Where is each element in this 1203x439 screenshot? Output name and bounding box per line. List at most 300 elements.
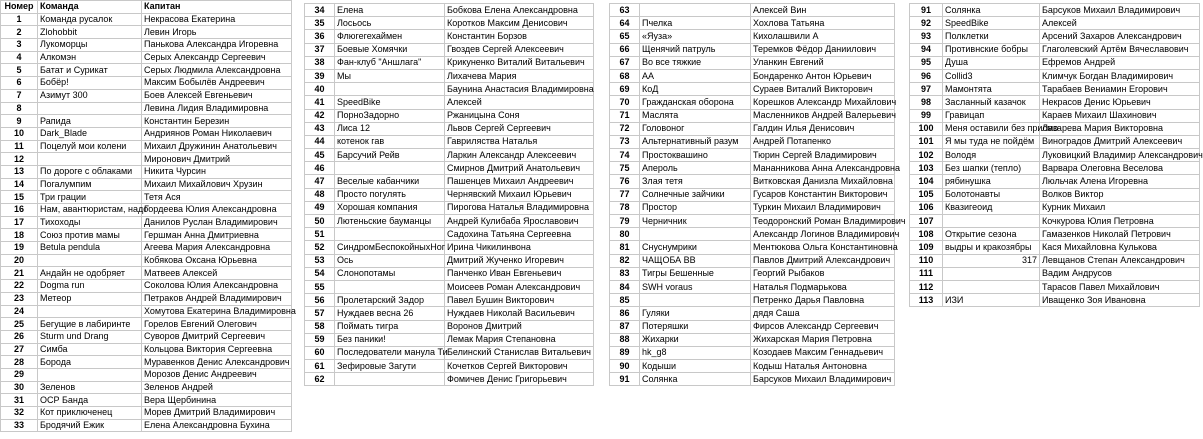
team-name[interactable]: Апероль xyxy=(640,162,751,175)
captain-name[interactable]: Козодаев Максим Геннадьевич xyxy=(751,346,895,359)
team-number[interactable]: 18 xyxy=(1,229,38,242)
team-name[interactable]: Метеор xyxy=(38,292,142,305)
captain-name[interactable]: Миронович Дмитрий xyxy=(142,153,292,166)
captain-name[interactable]: Гордеева Юлия Александровна xyxy=(142,204,292,217)
team-number[interactable]: 35 xyxy=(305,17,335,30)
team-name[interactable]: Володя xyxy=(943,149,1040,162)
team-number[interactable]: 110 xyxy=(910,254,943,267)
team-number[interactable]: 111 xyxy=(910,267,943,280)
team-name[interactable]: SWH voraus xyxy=(640,280,751,293)
captain-name[interactable]: Смирнов Дмитрий Анатольевич xyxy=(445,162,594,175)
team-number[interactable]: 46 xyxy=(305,162,335,175)
captain-name[interactable]: Ирина Чикилинвона xyxy=(445,241,594,254)
captain-name[interactable]: Кася Михайловна Кулькова xyxy=(1040,241,1200,254)
team-number[interactable]: 83 xyxy=(610,267,640,280)
team-number[interactable]: 44 xyxy=(305,135,335,148)
team-number[interactable]: 65 xyxy=(610,30,640,43)
team-name[interactable]: Гуляки xyxy=(640,307,751,320)
captain-name[interactable]: Максим Бобылёв Андреевич xyxy=(142,77,292,90)
captain-name[interactable]: Некрасова Екатерина xyxy=(142,13,292,26)
team-name[interactable] xyxy=(640,294,751,307)
team-number[interactable]: 91 xyxy=(610,373,640,386)
team-name[interactable]: Пролетарский Задор xyxy=(335,294,445,307)
team-name[interactable]: Поймать тигра xyxy=(335,320,445,333)
team-number[interactable]: 31 xyxy=(1,394,38,407)
team-number[interactable]: 105 xyxy=(910,188,943,201)
captain-name[interactable]: Морозов Денис Андреевич xyxy=(142,368,292,381)
team-name[interactable]: Меня оставили без присмо xyxy=(943,122,1040,135)
captain-name[interactable]: Лемак Мария Степановна xyxy=(445,333,594,346)
team-name[interactable]: Zlohobbit xyxy=(38,26,142,39)
team-number[interactable]: 15 xyxy=(1,191,38,204)
captain-name[interactable]: Серых Людмила Александровна xyxy=(142,64,292,77)
captain-name[interactable]: Кочетков Сергей Викторович xyxy=(445,360,594,373)
captain-name[interactable]: Ларкин Александр Алексеевич xyxy=(445,149,594,162)
team-number[interactable]: 54 xyxy=(305,267,335,280)
captain-name[interactable]: Курник Михаил xyxy=(1040,201,1200,214)
team-number[interactable]: 17 xyxy=(1,216,38,229)
team-number[interactable]: 79 xyxy=(610,215,640,228)
team-name[interactable] xyxy=(943,267,1040,280)
captain-name[interactable]: Теремков Фёдор Даниилович xyxy=(751,43,895,56)
team-number[interactable]: 45 xyxy=(305,149,335,162)
team-number[interactable]: 108 xyxy=(910,228,943,241)
team-number[interactable]: 3 xyxy=(1,39,38,52)
team-number[interactable]: 72 xyxy=(610,122,640,135)
team-name[interactable]: Бегущие в лабиринте xyxy=(38,318,142,331)
captain-name[interactable]: Матвеев Алексей xyxy=(142,267,292,280)
team-name[interactable]: Поцелуй мои колени xyxy=(38,140,142,153)
captain-name[interactable]: Львов Сергей Сергеевич xyxy=(445,122,594,135)
team-number[interactable]: 13 xyxy=(1,165,38,178)
team-number[interactable]: 91 xyxy=(910,4,943,17)
team-name[interactable] xyxy=(640,228,751,241)
team-name[interactable]: Нуждаев весна 26 xyxy=(335,307,445,320)
captain-name[interactable]: Хомутова Екатерина Владимировна xyxy=(142,305,292,318)
team-name[interactable] xyxy=(943,280,1040,293)
team-number[interactable]: 53 xyxy=(305,254,335,267)
team-name[interactable]: Ось xyxy=(335,254,445,267)
team-number[interactable]: 49 xyxy=(305,201,335,214)
captain-name[interactable]: Гамазенков Николай Петрович xyxy=(1040,228,1200,241)
team-name[interactable]: Открытие сезона xyxy=(943,228,1040,241)
team-name[interactable]: КоД xyxy=(640,83,751,96)
team-name[interactable]: Бродячий Ежик xyxy=(38,419,142,432)
captain-name[interactable]: Некрасов Денис Юрьевич xyxy=(1040,96,1200,109)
team-name[interactable]: Бобёр! xyxy=(38,77,142,90)
captain-name[interactable]: Тарабаев Вениамин Егорович xyxy=(1040,83,1200,96)
team-name[interactable] xyxy=(943,215,1040,228)
team-number[interactable]: 80 xyxy=(610,228,640,241)
team-number[interactable]: 4 xyxy=(1,51,38,64)
team-number[interactable]: 95 xyxy=(910,56,943,69)
captain-name[interactable]: Лазарева Мария Викторовна xyxy=(1040,122,1200,135)
team-number[interactable]: 94 xyxy=(910,43,943,56)
captain-name[interactable]: Волков Виктор xyxy=(1040,188,1200,201)
team-number[interactable]: 102 xyxy=(910,149,943,162)
team-name[interactable]: Dogma run xyxy=(38,280,142,293)
team-name[interactable]: Я мы туда не пойдём xyxy=(943,135,1040,148)
team-name[interactable]: Во все тяжкие xyxy=(640,56,751,69)
team-number[interactable]: 20 xyxy=(1,254,38,267)
header-team[interactable]: Команда xyxy=(38,1,142,14)
team-number[interactable]: 5 xyxy=(1,64,38,77)
team-name[interactable] xyxy=(335,280,445,293)
team-number[interactable]: 74 xyxy=(610,149,640,162)
team-number[interactable]: 51 xyxy=(305,228,335,241)
team-name[interactable]: Солнечные зайчики xyxy=(640,188,751,201)
captain-name[interactable]: Павел Бушин Викторович xyxy=(445,294,594,307)
team-number[interactable]: 109 xyxy=(910,241,943,254)
captain-name[interactable]: Коротков Максим Денисович xyxy=(445,17,594,30)
captain-name[interactable]: Садохина Татьяна Сергеевна xyxy=(445,228,594,241)
team-number[interactable]: 19 xyxy=(1,242,38,255)
team-name[interactable]: ПорноЗадорно xyxy=(335,109,445,122)
team-number[interactable]: 93 xyxy=(910,30,943,43)
team-name[interactable]: Борода xyxy=(38,356,142,369)
captain-name[interactable]: Пирогова Наталья Владимировна xyxy=(445,201,594,214)
team-number[interactable]: 106 xyxy=(910,201,943,214)
captain-name[interactable]: дядя Саша xyxy=(751,307,895,320)
team-name[interactable]: Фан-клуб "Аншлага" xyxy=(335,56,445,69)
team-number[interactable]: 96 xyxy=(910,69,943,82)
team-number[interactable]: 11 xyxy=(1,140,38,153)
team-number[interactable]: 48 xyxy=(305,188,335,201)
team-number[interactable]: 61 xyxy=(305,360,335,373)
captain-name[interactable]: Жихарская Мария Петровна xyxy=(751,333,895,346)
team-number[interactable]: 34 xyxy=(305,4,335,17)
team-number[interactable]: 38 xyxy=(305,56,335,69)
captain-name[interactable]: Вера Щербинина xyxy=(142,394,292,407)
team-number[interactable]: 39 xyxy=(305,69,335,82)
team-name[interactable]: Полклетки xyxy=(943,30,1040,43)
captain-name[interactable]: Моисеев Роман Александрович xyxy=(445,280,594,293)
team-number[interactable]: 82 xyxy=(610,254,640,267)
captain-name[interactable]: Барсуков Михаил Владимирович xyxy=(1040,4,1200,17)
team-number[interactable]: 67 xyxy=(610,56,640,69)
team-number[interactable]: 86 xyxy=(610,307,640,320)
team-name[interactable] xyxy=(335,162,445,175)
captain-name[interactable]: Гершман Анна Дмитриевна xyxy=(142,229,292,242)
team-name[interactable]: Мы xyxy=(335,69,445,82)
captain-name[interactable]: Панченко Иван Евгеньевич xyxy=(445,267,594,280)
captain-name[interactable]: Тетя Ася xyxy=(142,191,292,204)
team-number[interactable]: 103 xyxy=(910,162,943,175)
team-name[interactable] xyxy=(38,368,142,381)
captain-name[interactable]: Алексей xyxy=(445,96,594,109)
team-name[interactable]: Боевые Хомячки xyxy=(335,43,445,56)
captain-name[interactable]: Воронов Дмитрий xyxy=(445,320,594,333)
captain-name[interactable]: Нуждаев Николай Васильевич xyxy=(445,307,594,320)
captain-name[interactable]: Данилов Руслан Владимирович xyxy=(142,216,292,229)
team-name[interactable]: Простоквашино xyxy=(640,149,751,162)
captain-name[interactable]: Арсений Захаров Александрович xyxy=(1040,30,1200,43)
team-name[interactable]: Кот приключенец xyxy=(38,407,142,420)
team-name[interactable]: Солянка xyxy=(640,373,751,386)
captain-name[interactable]: Караев Михаил Шахинович xyxy=(1040,109,1200,122)
team-number[interactable]: 40 xyxy=(305,83,335,96)
team-number[interactable]: 23 xyxy=(1,292,38,305)
captain-name[interactable]: Баунина Анастасия Владимировна xyxy=(445,83,594,96)
team-number[interactable]: 55 xyxy=(305,280,335,293)
team-number[interactable]: 58 xyxy=(305,320,335,333)
team-name[interactable]: Кодыши xyxy=(640,360,751,373)
team-name[interactable]: ОСР Банда xyxy=(38,394,142,407)
team-name[interactable]: Мамонтята xyxy=(943,83,1040,96)
header-number[interactable]: Номер xyxy=(1,1,38,14)
captain-name[interactable]: Никита Чурсин xyxy=(142,165,292,178)
team-number[interactable]: 112 xyxy=(910,280,943,293)
team-number[interactable]: 60 xyxy=(305,346,335,359)
team-name[interactable]: Команда русалок xyxy=(38,13,142,26)
captain-name[interactable]: Мананникова Анна Александровна xyxy=(751,162,895,175)
team-name[interactable] xyxy=(38,102,142,115)
team-name[interactable]: SpeedBike xyxy=(335,96,445,109)
team-name[interactable]: Последователи манула Ти xyxy=(335,346,445,359)
captain-name[interactable]: Фомичев Денис Григорьевич xyxy=(445,373,594,386)
captain-name[interactable]: Левщанов Степан Александрович xyxy=(1040,254,1200,267)
team-name[interactable]: SpeedBike xyxy=(943,17,1040,30)
team-name[interactable]: Тихоходы xyxy=(38,216,142,229)
captain-name[interactable]: Горелов Евгений Олегович xyxy=(142,318,292,331)
captain-name[interactable]: Иващенко Зоя Ивановна xyxy=(1040,294,1200,307)
captain-name[interactable]: Петраков Андрей Владимирович xyxy=(142,292,292,305)
captain-name[interactable]: Ефремов Андрей xyxy=(1040,56,1200,69)
team-name[interactable]: ЧАЩОБА ВВ xyxy=(640,254,751,267)
team-number[interactable]: 27 xyxy=(1,343,38,356)
team-number[interactable]: 107 xyxy=(910,215,943,228)
team-name[interactable]: Щенячий патруль xyxy=(640,43,751,56)
team-name[interactable]: Рапида xyxy=(38,115,142,128)
team-name[interactable]: Лосьось xyxy=(335,17,445,30)
captain-name[interactable]: Кобякова Оксана Юрьевна xyxy=(142,254,292,267)
team-name[interactable] xyxy=(38,153,142,166)
team-name[interactable]: Без паники! xyxy=(335,333,445,346)
team-name[interactable]: Квазигеоид xyxy=(943,201,1040,214)
team-number[interactable]: 32 xyxy=(1,407,38,420)
team-name[interactable]: Батат и Сурикат xyxy=(38,64,142,77)
team-name[interactable] xyxy=(335,228,445,241)
team-name[interactable]: Гравицап xyxy=(943,109,1040,122)
team-name[interactable]: Веселые кабанчики xyxy=(335,175,445,188)
captain-name[interactable]: Андрей Кулибаба Ярославович xyxy=(445,215,594,228)
team-name[interactable]: Погалумпим xyxy=(38,178,142,191)
captain-name[interactable]: Елена Александровна Бухина xyxy=(142,419,292,432)
captain-name[interactable]: Хохлова Татьяна xyxy=(751,17,895,30)
captain-name[interactable]: Муравенков Денис Александрович xyxy=(142,356,292,369)
team-number[interactable]: 59 xyxy=(305,333,335,346)
team-name[interactable]: Головоног xyxy=(640,122,751,135)
team-name[interactable]: котенок гав xyxy=(335,135,445,148)
captain-name[interactable]: Барсуков Михаил Владимирович xyxy=(751,373,895,386)
team-name[interactable]: Душа xyxy=(943,56,1040,69)
captain-name[interactable]: Суворов Дмитрий Сергеевич xyxy=(142,330,292,343)
team-number[interactable]: 6 xyxy=(1,77,38,90)
captain-name[interactable]: Люльчак Алена Игоревна xyxy=(1040,175,1200,188)
team-number[interactable]: 73 xyxy=(610,135,640,148)
team-number[interactable]: 41 xyxy=(305,96,335,109)
captain-name[interactable]: Варвара Олеговна Веселова xyxy=(1040,162,1200,175)
team-name[interactable]: Зефировые Загути xyxy=(335,360,445,373)
team-number[interactable]: 69 xyxy=(610,83,640,96)
team-name[interactable]: Просто погулять xyxy=(335,188,445,201)
captain-name[interactable]: Витковская Данизла Михайловна xyxy=(751,175,895,188)
team-number[interactable]: 64 xyxy=(610,17,640,30)
team-number[interactable]: 71 xyxy=(610,109,640,122)
team-number[interactable]: 85 xyxy=(610,294,640,307)
captain-name[interactable]: Бондаренко Антон Юрьевич xyxy=(751,69,895,82)
team-name[interactable]: Sturm und Drang xyxy=(38,330,142,343)
team-name[interactable]: АА xyxy=(640,69,751,82)
team-name[interactable]: Черничник xyxy=(640,215,751,228)
team-name[interactable]: Без шапки (тепло) xyxy=(943,162,1040,175)
team-number[interactable]: 77 xyxy=(610,188,640,201)
captain-name[interactable]: Луковицкий Владимир Александрович xyxy=(1040,149,1200,162)
captain-name[interactable]: Тюрин Сергей Владимирович xyxy=(751,149,895,162)
captain-name[interactable]: Александр Логинов Владимирович xyxy=(751,228,895,241)
team-name[interactable]: Нам, авантюристам, надо xyxy=(38,204,142,217)
team-number[interactable]: 33 xyxy=(1,419,38,432)
team-name[interactable]: Гражданская оборона xyxy=(640,96,751,109)
team-number[interactable]: 99 xyxy=(910,109,943,122)
captain-name[interactable]: Чернявский Михаил Юрьевич xyxy=(445,188,594,201)
captain-name[interactable]: Петренко Дарья Павловна xyxy=(751,294,895,307)
team-number[interactable]: 7 xyxy=(1,89,38,102)
captain-name[interactable]: Бобкова Елена Александровна xyxy=(445,4,594,17)
team-number[interactable]: 98 xyxy=(910,96,943,109)
captain-name[interactable]: Боев Алексей Евгеньевич xyxy=(142,89,292,102)
captain-name[interactable]: Корешков Александр Михайлович xyxy=(751,96,895,109)
team-name[interactable]: Пчелка xyxy=(640,17,751,30)
captain-name[interactable]: Серых Александр Сергеевич xyxy=(142,51,292,64)
team-number[interactable]: 68 xyxy=(610,69,640,82)
team-name[interactable]: «Яуза» xyxy=(640,30,751,43)
team-name[interactable]: Болотонавты xyxy=(943,188,1040,201)
captain-name[interactable]: Гавриляства Наталья xyxy=(445,135,594,148)
team-name[interactable]: По дороге с облаками xyxy=(38,165,142,178)
team-number[interactable]: 30 xyxy=(1,381,38,394)
captain-name[interactable]: Михаил Михайлович Хрузин xyxy=(142,178,292,191)
team-number[interactable]: 25 xyxy=(1,318,38,331)
team-number[interactable]: 100 xyxy=(910,122,943,135)
team-number[interactable]: 89 xyxy=(610,346,640,359)
captain-name[interactable]: Михаил Дружинин Анатольевич xyxy=(142,140,292,153)
header-captain[interactable]: Капитан xyxy=(142,1,292,14)
team-name[interactable]: Слонопотамы xyxy=(335,267,445,280)
captain-name[interactable]: Вадим Андрусов xyxy=(1040,267,1200,280)
team-number[interactable]: 97 xyxy=(910,83,943,96)
team-number[interactable]: 101 xyxy=(910,135,943,148)
team-name[interactable]: Андайн не одобряет xyxy=(38,267,142,280)
team-name[interactable]: Betula pendula xyxy=(38,242,142,255)
team-name[interactable]: Союз против мамы xyxy=(38,229,142,242)
captain-name[interactable]: Туркин Михаил Владимирович xyxy=(751,201,895,214)
captain-name[interactable]: Лихачева Мария xyxy=(445,69,594,82)
team-name[interactable]: Потеряшки xyxy=(640,320,751,333)
team-number[interactable]: 8 xyxy=(1,102,38,115)
team-name[interactable]: Лиса 12 xyxy=(335,122,445,135)
team-name[interactable]: выдры и кракозябры xyxy=(943,241,1040,254)
captain-name[interactable]: Павлов Дмитрий Александрович xyxy=(751,254,895,267)
team-name[interactable]: Противнские бобры xyxy=(943,43,1040,56)
captain-name[interactable]: Наталья Подмарькова xyxy=(751,280,895,293)
team-number[interactable]: 42 xyxy=(305,109,335,122)
team-name[interactable]: Лукоморцы xyxy=(38,39,142,52)
team-number[interactable]: 88 xyxy=(610,333,640,346)
captain-name[interactable]: Теодоронский Роман Владимирович xyxy=(751,215,895,228)
team-name[interactable]: СиндромБеспокойныхНог xyxy=(335,241,445,254)
team-number[interactable]: 2 xyxy=(1,26,38,39)
captain-name[interactable]: Ментюкова Ольга Константиновна xyxy=(751,241,895,254)
team-number[interactable]: 113 xyxy=(910,294,943,307)
captain-name[interactable]: Панькова Александра Игоревна xyxy=(142,39,292,52)
team-number[interactable]: 43 xyxy=(305,122,335,135)
captain-name[interactable]: Алексей Вин xyxy=(751,4,895,17)
team-number[interactable]: 104 xyxy=(910,175,943,188)
captain-name[interactable]: Кочкурова Юлия Петровна xyxy=(1040,215,1200,228)
captain-name[interactable]: Георгий Рыбаков xyxy=(751,267,895,280)
captain-name[interactable]: Гвоздев Сергей Алексеевич xyxy=(445,43,594,56)
team-number[interactable]: 21 xyxy=(1,267,38,280)
team-name[interactable]: Елена xyxy=(335,4,445,17)
team-name[interactable]: Маслята xyxy=(640,109,751,122)
team-number[interactable]: 16 xyxy=(1,204,38,217)
team-name[interactable]: Лютеньские бауманцы xyxy=(335,215,445,228)
team-number[interactable]: 63 xyxy=(610,4,640,17)
team-name[interactable]: рябинушка xyxy=(943,175,1040,188)
team-number[interactable]: 84 xyxy=(610,280,640,293)
captain-name[interactable]: Глаголевский Артём Вячеславович xyxy=(1040,43,1200,56)
team-name[interactable]: Зеленов xyxy=(38,381,142,394)
captain-name[interactable]: Фирсов Александр Сергеевич xyxy=(751,320,895,333)
team-name[interactable]: Алкомэн xyxy=(38,51,142,64)
captain-name[interactable]: Климчук Богдан Владимирович xyxy=(1040,69,1200,82)
team-number[interactable]: 12 xyxy=(1,153,38,166)
team-number[interactable]: 57 xyxy=(305,307,335,320)
team-name[interactable]: Барсучий Рейв xyxy=(335,149,445,162)
team-name[interactable]: Засланный казачок xyxy=(943,96,1040,109)
team-number[interactable]: 1 xyxy=(1,13,38,26)
captain-name[interactable]: Морев Дмитрий Владимирович xyxy=(142,407,292,420)
team-name[interactable]: Collid3 xyxy=(943,69,1040,82)
team-number[interactable]: 9 xyxy=(1,115,38,128)
team-number[interactable]: 29 xyxy=(1,368,38,381)
captain-name[interactable]: Дмитрий Жученко Игоревич xyxy=(445,254,594,267)
team-name[interactable]: 317 xyxy=(943,254,1040,267)
team-number[interactable]: 76 xyxy=(610,175,640,188)
team-number[interactable]: 50 xyxy=(305,215,335,228)
team-number[interactable]: 87 xyxy=(610,320,640,333)
team-name[interactable]: Флюгегехаймен xyxy=(335,30,445,43)
team-name[interactable]: Жихарки xyxy=(640,333,751,346)
captain-name[interactable]: Соколова Юлия Александровна xyxy=(142,280,292,293)
team-number[interactable]: 90 xyxy=(610,360,640,373)
captain-name[interactable]: Андриянов Роман Николаевич xyxy=(142,127,292,140)
team-name[interactable] xyxy=(640,4,751,17)
captain-name[interactable]: Константин Борзов xyxy=(445,30,594,43)
team-number[interactable]: 28 xyxy=(1,356,38,369)
captain-name[interactable]: Кольцова Виктория Сергеевна xyxy=(142,343,292,356)
captain-name[interactable]: Кихолашвили А xyxy=(751,30,895,43)
team-number[interactable]: 26 xyxy=(1,330,38,343)
team-name[interactable]: Солянка xyxy=(943,4,1040,17)
captain-name[interactable]: Виноградов Дмитрий Алексеевич xyxy=(1040,135,1200,148)
captain-name[interactable]: Масленников Андрей Валерьевич xyxy=(751,109,895,122)
team-name[interactable] xyxy=(38,254,142,267)
team-name[interactable]: Простор xyxy=(640,201,751,214)
team-name[interactable]: hk_g8 xyxy=(640,346,751,359)
captain-name[interactable]: Ржаницына Соня xyxy=(445,109,594,122)
